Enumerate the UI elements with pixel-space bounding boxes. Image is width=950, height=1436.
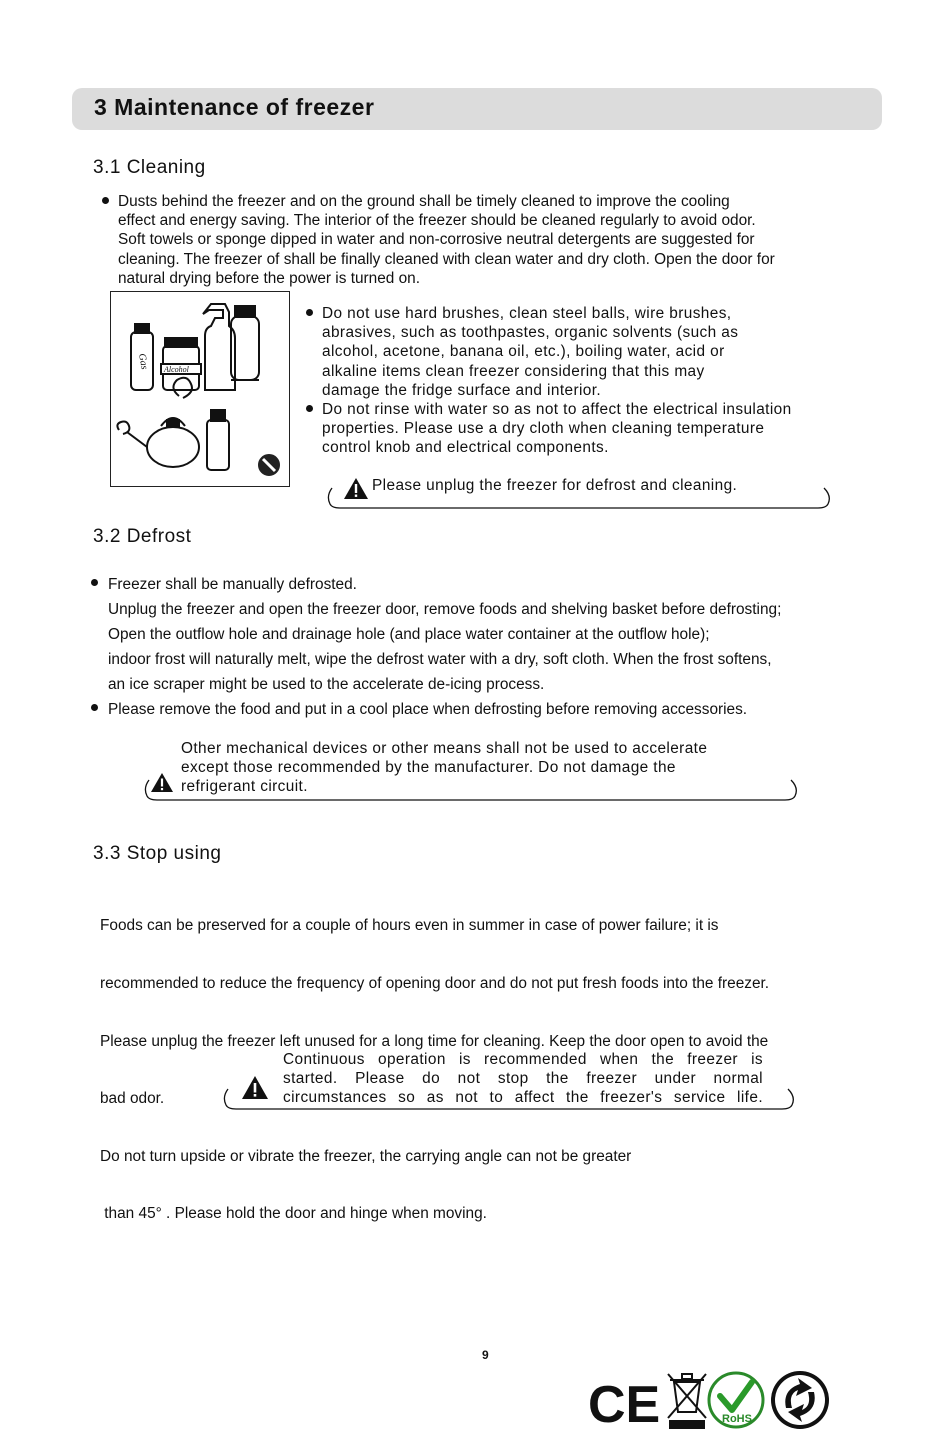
defrost-warning	[181, 739, 801, 797]
text-line: control knob and electrical components.	[322, 439, 609, 457]
rohs-label: RoHS	[722, 1413, 752, 1425]
text-line: refrigerant circuit.	[181, 778, 308, 796]
defrost-line: indoor frost will naturally melt, wipe the defrost water with a dry, soft cloth. When the frost softens,	[108, 651, 772, 668]
text-line: circumstances so as not to affect the freezer's service life.	[283, 1089, 763, 1107]
bullet-dot	[102, 197, 109, 204]
rohs-icon	[709, 1373, 763, 1427]
text-line: recommended to reduce the frequency of opening door and do not put fresh foods into the freezer.	[100, 975, 770, 993]
stop-warning	[283, 1050, 763, 1108]
text-line: bad odor.	[100, 1090, 165, 1108]
text-line: damage the fridge surface and interior.	[322, 381, 602, 399]
defrost-line: Open the outflow hole and drainage hole (and place water container at the outflow hole);	[108, 626, 710, 643]
text-line: alcohol, acetone, banana oil, etc.), boiling water, acid or	[322, 343, 725, 361]
defrost-line: an ice scraper might be used to the accelerate de-icing process.	[108, 676, 545, 693]
text-line: Dusts behind the freezer and on the ground shall be timely cleaned to improve the cooling	[118, 193, 730, 210]
cleaning-products-drawing	[111, 292, 289, 486]
heading-defrost: 3.2 Defrost	[93, 526, 192, 547]
heading-stop-using: 3.3 Stop using	[93, 843, 222, 864]
defrost-line: Unplug the freezer and open the freezer door, remove foods and shelving basket before defrosting;	[108, 601, 782, 618]
text-line: properties. Please use a dry cloth when cleaning temperature	[322, 420, 765, 438]
text-line: cleaning. The freezer of shall be finally cleaned with clean water and dry cloth. Open the door for	[118, 250, 775, 268]
text-line: started. Please do not stop the freezer under normal	[283, 1070, 763, 1088]
warning-icon	[343, 477, 369, 500]
weee-bin-icon	[668, 1374, 706, 1428]
cleaning-products-illustration	[110, 291, 290, 487]
recycle-icon	[771, 1371, 829, 1429]
text-line: Please unplug the freezer left unused for a long time for cleaning. Keep the door open to avoid the	[100, 1032, 769, 1050]
warning-icon	[241, 1075, 269, 1100]
gas-label: Gas	[136, 352, 150, 371]
text-line: Do not turn upside or vibrate the freezer, the carrying angle can not be greater	[100, 1147, 632, 1165]
warning-unplug-text: Please unplug the freezer for defrost and cleaning.	[372, 477, 738, 494]
bullet-dot	[306, 309, 313, 316]
text-line: alkaline items clean freezer considering that this may	[322, 362, 705, 380]
text-line: Foods can be preserved for a couple of hours even in summer in case of power failure; it is	[100, 917, 719, 935]
text-line: natural drying before the power is turned on.	[118, 269, 421, 287]
text-line: than 45° . Please hold the door and hinge when moving.	[100, 1205, 487, 1223]
bullet-dot	[91, 704, 98, 711]
warning-icon	[150, 772, 174, 793]
section-title: 3 Maintenance of freezer	[94, 94, 375, 120]
text-line: effect and energy saving. The interior of the freezer should be cleaned regularly to avoid odor.	[118, 212, 756, 230]
text-line: Continuous operation is recommended when the freezer is	[283, 1051, 763, 1068]
cleaning-bullet-2	[322, 400, 867, 458]
text-line: Do not rinse with water so as not to affect the electrical insulation	[322, 401, 792, 418]
text-line: abrasives, such as toothpastes, organic solvents (such as	[322, 324, 739, 342]
cleaning-bullet-1	[322, 304, 867, 400]
text-line: Other mechanical devices or other means shall not be used to accelerate	[181, 740, 708, 757]
bullet-dot	[91, 579, 98, 586]
defrost-line: Freezer shall be manually defrosted.	[108, 576, 357, 593]
cleaning-intro	[118, 192, 878, 288]
ce-mark-icon: CE	[588, 1376, 661, 1432]
certification-logos	[586, 1368, 834, 1432]
text-line: Do not use hard brushes, clean steel balls, wire brushes,	[322, 305, 732, 322]
bullet-dot	[306, 405, 313, 412]
text-line: Soft towels or sponge dipped in water and non-corrosive neutral detergents are suggested for	[118, 231, 755, 249]
page-number: 9	[482, 1348, 489, 1362]
text-line: except those recommended by the manufacturer. Do not damage the	[181, 759, 676, 777]
alcohol-label: Alcohol	[164, 365, 189, 374]
defrost-line: Please remove the food and put in a cool place when defrosting before removing accessories.	[108, 701, 748, 718]
heading-cleaning: 3.1 Cleaning	[93, 157, 206, 178]
